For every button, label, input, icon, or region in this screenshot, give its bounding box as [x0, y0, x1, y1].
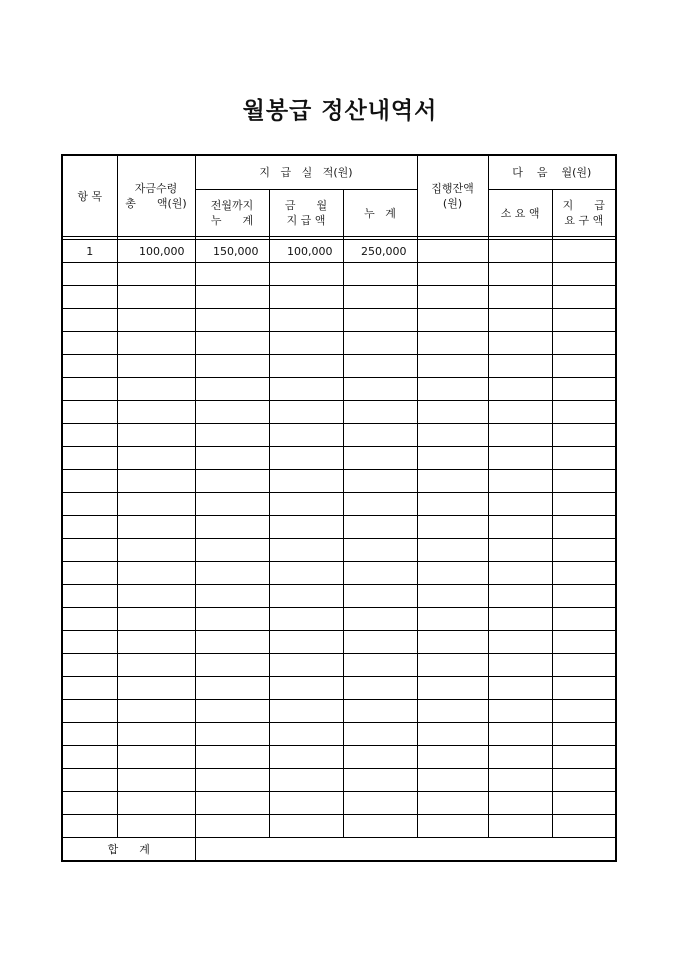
cell-item	[62, 585, 117, 608]
cell-prev-cum	[195, 608, 269, 631]
document-title: 월봉급 정산내역서	[242, 98, 438, 124]
cell-approved	[117, 608, 195, 631]
cell-prev-cum	[195, 746, 269, 769]
cell-cumulative	[343, 723, 417, 746]
cell-request	[552, 677, 616, 700]
cell-item	[62, 309, 117, 332]
cell-balance	[417, 700, 488, 723]
cell-balance	[417, 286, 488, 309]
cell-month-pay	[269, 723, 343, 746]
cell-cumulative	[343, 815, 417, 838]
cell-balance	[417, 447, 488, 470]
table-row	[62, 470, 616, 493]
table-row	[62, 493, 616, 516]
cell-item	[62, 746, 117, 769]
cell-balance	[417, 355, 488, 378]
cell-request	[552, 585, 616, 608]
table-row	[62, 769, 616, 792]
cell-approved	[117, 562, 195, 585]
cell-item	[62, 792, 117, 815]
cell-approved	[117, 401, 195, 424]
cell-balance	[417, 424, 488, 447]
cell-prev-cum	[195, 562, 269, 585]
header-prev-cumulative	[195, 190, 269, 237]
cell-request	[552, 792, 616, 815]
header-approved-total	[117, 155, 195, 237]
cell-month-pay	[269, 677, 343, 700]
cell-approved	[117, 470, 195, 493]
table-row	[62, 654, 616, 677]
cell-balance	[417, 309, 488, 332]
cell-month-pay	[269, 378, 343, 401]
cell-required	[488, 654, 552, 677]
cell-cumulative	[343, 769, 417, 792]
cell-item	[62, 355, 117, 378]
cell-required	[488, 240, 552, 263]
cell-request	[552, 470, 616, 493]
header-request-line1: 지 급	[562, 199, 605, 212]
cell-month-pay	[269, 424, 343, 447]
cell-month-pay	[269, 585, 343, 608]
cell-cumulative	[343, 378, 417, 401]
cell-request	[552, 700, 616, 723]
total-value	[195, 838, 616, 862]
cell-balance	[417, 516, 488, 539]
cell-item	[62, 769, 117, 792]
cell-required	[488, 608, 552, 631]
cell-required	[488, 700, 552, 723]
cell-prev-cum	[195, 470, 269, 493]
cell-required	[488, 470, 552, 493]
cell-cumulative	[343, 332, 417, 355]
cell-request	[552, 815, 616, 838]
cell-required	[488, 447, 552, 470]
cell-balance	[417, 263, 488, 286]
cell-prev-cum	[195, 516, 269, 539]
cell-balance	[417, 815, 488, 838]
cell-prev-cum	[195, 539, 269, 562]
cell-prev-cum	[195, 332, 269, 355]
cell-request	[552, 654, 616, 677]
cell-approved	[117, 723, 195, 746]
cell-cumulative	[343, 792, 417, 815]
total-label: 합 계	[62, 838, 195, 862]
cell-balance	[417, 608, 488, 631]
cell-required	[488, 723, 552, 746]
header-payment-group: 지 급 실 적(원)	[195, 155, 417, 190]
header-required: 소 요 액	[488, 190, 552, 237]
cell-approved	[117, 631, 195, 654]
cell-month-pay	[269, 355, 343, 378]
table-row	[62, 723, 616, 746]
cell-required	[488, 677, 552, 700]
cell-item	[62, 631, 117, 654]
cell-month-pay	[269, 332, 343, 355]
table-row	[62, 424, 616, 447]
total-row	[62, 838, 616, 862]
cell-balance	[417, 746, 488, 769]
cell-cumulative	[343, 654, 417, 677]
cell-item	[62, 424, 117, 447]
cell-balance	[417, 332, 488, 355]
cell-required	[488, 286, 552, 309]
cell-month-pay	[269, 309, 343, 332]
cell-item	[62, 378, 117, 401]
header-request-line2: 요 구 액	[564, 214, 604, 227]
cell-cumulative	[343, 539, 417, 562]
cell-request	[552, 769, 616, 792]
cell-approved	[117, 516, 195, 539]
cell-approved	[117, 700, 195, 723]
cell-item	[62, 539, 117, 562]
cell-balance	[417, 493, 488, 516]
cell-approved	[117, 286, 195, 309]
cell-month-pay	[269, 286, 343, 309]
header-approved-line2: 총 액(원)	[125, 197, 187, 210]
cell-balance	[417, 470, 488, 493]
cell-required	[488, 585, 552, 608]
cell-month-pay	[269, 447, 343, 470]
cell-request	[552, 447, 616, 470]
cell-month-pay	[269, 792, 343, 815]
cell-cumulative	[343, 562, 417, 585]
table-row	[62, 240, 616, 263]
table-row	[62, 562, 616, 585]
cell-approved	[117, 677, 195, 700]
cell-cumulative	[343, 631, 417, 654]
cell-approved	[117, 539, 195, 562]
cell-required	[488, 263, 552, 286]
header-prev-cum-line1: 전월까지	[210, 199, 254, 212]
cell-balance	[417, 769, 488, 792]
cell-request	[552, 516, 616, 539]
cell-prev-cum	[195, 700, 269, 723]
cell-required	[488, 539, 552, 562]
table-row	[62, 585, 616, 608]
cell-month-pay	[269, 654, 343, 677]
cell-balance	[417, 792, 488, 815]
cell-item	[62, 470, 117, 493]
cell-approved	[117, 493, 195, 516]
cell-prev-cum	[195, 654, 269, 677]
cell-approved	[117, 378, 195, 401]
cell-approved	[117, 263, 195, 286]
cell-item	[62, 516, 117, 539]
cell-request	[552, 424, 616, 447]
settlement-table	[61, 154, 617, 862]
header-item: 항 목	[62, 155, 117, 237]
cell-balance	[417, 562, 488, 585]
cell-month-pay	[269, 562, 343, 585]
cell-month-pay	[269, 539, 343, 562]
cell-request	[552, 631, 616, 654]
cell-balance	[417, 240, 488, 263]
cell-cumulative	[343, 677, 417, 700]
cell-month-pay	[269, 263, 343, 286]
cell-prev-cum	[195, 723, 269, 746]
table-row	[62, 401, 616, 424]
cell-prev-cum	[195, 401, 269, 424]
cell-required	[488, 332, 552, 355]
cell-required	[488, 424, 552, 447]
cell-request	[552, 378, 616, 401]
cell-month-pay	[269, 470, 343, 493]
cell-approved	[117, 309, 195, 332]
cell-cumulative	[343, 746, 417, 769]
cell-cumulative	[343, 516, 417, 539]
header-balance	[417, 155, 488, 237]
header-prev-cum-line2: 누 계	[210, 214, 254, 227]
cell-required	[488, 792, 552, 815]
table-row	[62, 608, 616, 631]
cell-request	[552, 723, 616, 746]
cell-balance	[417, 723, 488, 746]
cell-request	[552, 401, 616, 424]
cell-item	[62, 263, 117, 286]
cell-balance	[417, 378, 488, 401]
header-request	[552, 190, 616, 237]
cell-month-pay	[269, 608, 343, 631]
cell-balance	[417, 677, 488, 700]
table-row	[62, 286, 616, 309]
cell-prev-cum	[195, 815, 269, 838]
cell-item	[62, 654, 117, 677]
cell-cumulative	[343, 424, 417, 447]
cell-required	[488, 401, 552, 424]
header-next-group: 다 음 월(원)	[488, 155, 616, 190]
cell-prev-cum	[195, 309, 269, 332]
cell-request	[552, 240, 616, 263]
cell-approved	[117, 654, 195, 677]
table-row	[62, 263, 616, 286]
cell-approved	[117, 332, 195, 355]
cell-cumulative: 250,000	[343, 240, 417, 263]
cell-cumulative	[343, 355, 417, 378]
cell-month-pay	[269, 815, 343, 838]
header-month-pay-line1: 금 월	[284, 199, 328, 212]
cell-cumulative	[343, 401, 417, 424]
cell-required	[488, 746, 552, 769]
cell-cumulative	[343, 447, 417, 470]
table-row	[62, 309, 616, 332]
cell-cumulative	[343, 470, 417, 493]
table-row	[62, 631, 616, 654]
cell-item: 1	[62, 240, 117, 263]
table-row	[62, 815, 616, 838]
cell-cumulative	[343, 309, 417, 332]
table-row	[62, 677, 616, 700]
cell-cumulative	[343, 286, 417, 309]
cell-cumulative	[343, 493, 417, 516]
cell-item	[62, 562, 117, 585]
cell-balance	[417, 654, 488, 677]
cell-item	[62, 493, 117, 516]
cell-item	[62, 815, 117, 838]
cell-month-pay	[269, 769, 343, 792]
cell-prev-cum	[195, 286, 269, 309]
cell-month-pay	[269, 700, 343, 723]
cell-prev-cum	[195, 447, 269, 470]
cell-request	[552, 309, 616, 332]
cell-cumulative	[343, 585, 417, 608]
cell-request	[552, 539, 616, 562]
cell-prev-cum	[195, 792, 269, 815]
cell-item	[62, 401, 117, 424]
cell-month-pay	[269, 493, 343, 516]
cell-required	[488, 309, 552, 332]
cell-balance	[417, 631, 488, 654]
cell-required	[488, 769, 552, 792]
cell-prev-cum	[195, 378, 269, 401]
cell-approved	[117, 585, 195, 608]
cell-request	[552, 493, 616, 516]
cell-month-pay	[269, 746, 343, 769]
table-row	[62, 355, 616, 378]
cell-approved: 100,000	[117, 240, 195, 263]
cell-required	[488, 355, 552, 378]
cell-item	[62, 286, 117, 309]
cell-approved	[117, 746, 195, 769]
header-balance-line1: 집행잔액	[431, 182, 474, 195]
table-row	[62, 378, 616, 401]
cell-prev-cum	[195, 263, 269, 286]
cell-required	[488, 631, 552, 654]
cell-prev-cum	[195, 493, 269, 516]
cell-cumulative	[343, 608, 417, 631]
header-balance-line2: (원)	[442, 197, 463, 210]
cell-balance	[417, 539, 488, 562]
cell-approved	[117, 447, 195, 470]
cell-request	[552, 562, 616, 585]
cell-item	[62, 700, 117, 723]
table-row	[62, 332, 616, 355]
cell-item	[62, 723, 117, 746]
header-approved-line1: 자금수령	[134, 182, 178, 195]
cell-cumulative	[343, 700, 417, 723]
header-month-pay	[269, 190, 343, 237]
cell-item	[62, 608, 117, 631]
table-row	[62, 746, 616, 769]
table-row	[62, 539, 616, 562]
cell-prev-cum: 150,000	[195, 240, 269, 263]
cell-month-pay	[269, 401, 343, 424]
cell-item	[62, 332, 117, 355]
cell-required	[488, 516, 552, 539]
header-month-pay-line2: 지 급 액	[286, 214, 326, 227]
cell-prev-cum	[195, 677, 269, 700]
header-cumulative: 누 계	[343, 190, 417, 237]
cell-prev-cum	[195, 631, 269, 654]
table-row	[62, 700, 616, 723]
cell-approved	[117, 769, 195, 792]
cell-required	[488, 562, 552, 585]
cell-request	[552, 332, 616, 355]
cell-cumulative	[343, 263, 417, 286]
cell-month-pay: 100,000	[269, 240, 343, 263]
cell-required	[488, 378, 552, 401]
cell-month-pay	[269, 631, 343, 654]
cell-approved	[117, 355, 195, 378]
cell-request	[552, 355, 616, 378]
cell-prev-cum	[195, 424, 269, 447]
cell-request	[552, 263, 616, 286]
cell-approved	[117, 815, 195, 838]
cell-item	[62, 447, 117, 470]
cell-request	[552, 608, 616, 631]
cell-balance	[417, 585, 488, 608]
cell-month-pay	[269, 516, 343, 539]
table-row	[62, 792, 616, 815]
cell-item	[62, 677, 117, 700]
cell-required	[488, 815, 552, 838]
cell-prev-cum	[195, 585, 269, 608]
cell-approved	[117, 424, 195, 447]
table-row	[62, 516, 616, 539]
cell-prev-cum	[195, 769, 269, 792]
cell-required	[488, 493, 552, 516]
table-row	[62, 447, 616, 470]
cell-approved	[117, 792, 195, 815]
cell-prev-cum	[195, 355, 269, 378]
cell-balance	[417, 401, 488, 424]
cell-request	[552, 286, 616, 309]
cell-request	[552, 746, 616, 769]
